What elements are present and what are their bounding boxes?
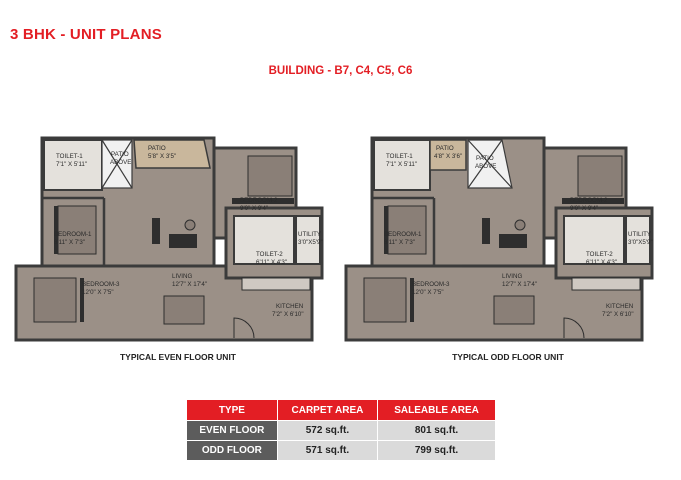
floor-plan-odd-drawing	[344, 126, 672, 344]
toilet2-size: 6'11" X 4'3"	[586, 259, 618, 266]
utility-size: 3'0"X5'9"	[298, 239, 323, 246]
utility-label: UTILITY	[628, 231, 652, 238]
living-size: 12'7" X 17'4"	[172, 281, 207, 288]
row-carpet: 572 sq.ft.	[278, 421, 377, 440]
row-carpet: 571 sq.ft.	[278, 441, 377, 460]
kitchen-size: 7'2" X 6'10"	[272, 311, 304, 318]
bedroom2-size: 9'0" X 9'4"	[570, 205, 599, 212]
bedroom1-size: 8'11" X 7'3"	[54, 239, 86, 246]
sofa	[482, 218, 490, 244]
armchairs	[499, 234, 527, 248]
header-carpet-area: CARPET AREA	[278, 400, 377, 420]
caption-odd: TYPICAL ODD FLOOR UNIT	[452, 352, 564, 362]
toilet2-label: TOILET-2	[586, 251, 613, 258]
row-saleable: 801 sq.ft.	[378, 421, 495, 440]
sofa	[152, 218, 160, 244]
table-row	[187, 441, 495, 460]
bedroom2-label: BEDROOM-2	[570, 197, 608, 204]
floor-plan-even	[14, 126, 342, 344]
bed-bedroom1	[58, 206, 96, 254]
patio-above-label: PATIO	[476, 155, 494, 162]
header-type: TYPE	[187, 400, 277, 420]
area-table	[186, 399, 496, 461]
toilet1-size: 7'1" X 5'11"	[386, 161, 418, 168]
patio-size: 5'8" X 3'5"	[148, 153, 177, 160]
bedroom3-label: BEDROOM-3	[82, 281, 120, 288]
bed-bedroom2	[248, 156, 292, 196]
patio-label: PATIO	[436, 145, 454, 152]
table-header-row	[187, 400, 495, 420]
page-title: 3 BHK - UNIT PLANS	[10, 26, 162, 43]
bed-bedroom3	[364, 278, 406, 322]
kitchen-counter	[242, 278, 310, 290]
dining-table	[494, 296, 534, 324]
row-saleable: 799 sq.ft.	[378, 441, 495, 460]
toilet1-label: TOILET-1	[56, 153, 83, 160]
toilet2-label: TOILET-2	[256, 251, 283, 258]
toilet1-label: TOILET-1	[386, 153, 413, 160]
bedroom3-size: 12'0" X 7'5"	[412, 289, 444, 296]
living-label: LIVING	[172, 273, 193, 280]
patio-label: PATIO	[148, 145, 166, 152]
patio-size: 4'8" X 3'6"	[434, 153, 463, 160]
bedroom1-label: BEDROOM-1	[384, 231, 422, 238]
patio-above-label2: ABOVE	[475, 163, 497, 170]
floor-plan-even-drawing	[14, 126, 342, 344]
dining-table	[164, 296, 204, 324]
bedroom2-size: 9'0" X 9'4"	[240, 205, 269, 212]
header-saleable-area: SALEABLE AREA	[378, 400, 495, 420]
living-label: LIVING	[502, 273, 523, 280]
bedroom1-size: 8'11" X 7'3"	[384, 239, 416, 246]
toilet1-size: 7'1" X 5'11"	[56, 161, 88, 168]
kitchen-label: KITCHEN	[606, 303, 634, 310]
utility-size: 3'0"X5'9"	[628, 239, 653, 246]
living-size: 12'7" X 17'4"	[502, 281, 537, 288]
bedroom3-label: BEDROOM-3	[412, 281, 450, 288]
patio-above-label2: ABOVE	[110, 159, 132, 166]
row-type: ODD FLOOR	[187, 441, 277, 460]
bed-bedroom2	[578, 156, 622, 196]
bedroom2-label: BEDROOM-2	[240, 197, 278, 204]
utility-label: UTILITY	[298, 231, 322, 238]
kitchen-counter	[572, 278, 640, 290]
kitchen-size: 7'2" X 6'10"	[602, 311, 634, 318]
toilet2-size: 6'11" X 4'3"	[256, 259, 288, 266]
building-list: BUILDING - B7, C4, C5, C6	[268, 65, 413, 77]
kitchen-label: KITCHEN	[276, 303, 304, 310]
bedroom1-label: BEDROOM-1	[54, 231, 92, 238]
table-row	[187, 421, 495, 440]
row-type: EVEN FLOOR	[187, 421, 277, 440]
floor-plan-odd	[344, 126, 672, 344]
caption-even: TYPICAL EVEN FLOOR UNIT	[119, 352, 237, 362]
bed-bedroom1	[388, 206, 426, 254]
patio-above-label: PATIO	[111, 151, 129, 158]
bed-bedroom3	[34, 278, 76, 322]
armchairs	[169, 234, 197, 248]
bedroom3-size: 12'0" X 7'5"	[82, 289, 114, 296]
